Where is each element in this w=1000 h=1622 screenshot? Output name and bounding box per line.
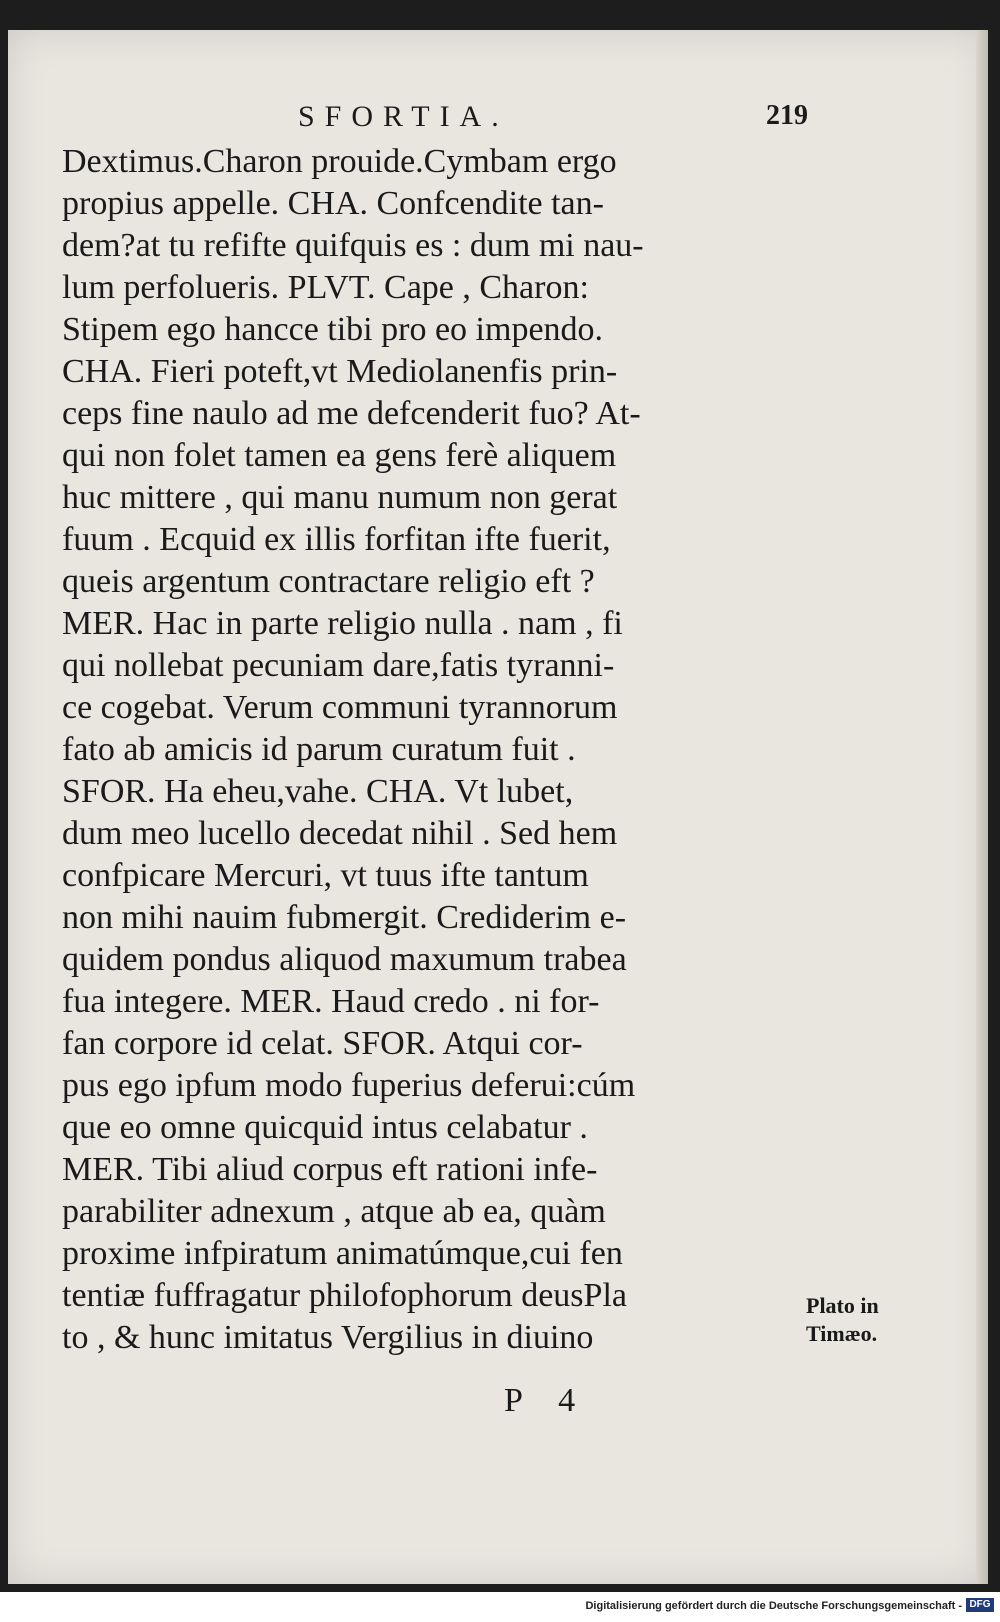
text-line: fan corpore id celat. SFOR. Atqui cor- [62, 1025, 583, 1062]
text-line: Stipem ego hancce tibi pro eo impendo. [62, 311, 604, 348]
page-number: 219 [766, 100, 808, 131]
text-line: SFOR. Ha eheu,vahe. CHA. Vt lubet, [62, 773, 574, 810]
text-line: ceps fine naulo ad me defcenderit fuo? At- [62, 395, 641, 432]
text-line: confpicare Mercuri, vt tuus ifte tantum [62, 857, 589, 894]
text-line: fato ab amicis id parum curatum fuit . [62, 731, 576, 768]
text-line: propius appelle. CHA. Confcendite tan- [62, 185, 604, 222]
text-line: quidem pondus aliquod maxumum trabea [62, 941, 627, 978]
running-head: SFORTIA. [298, 100, 509, 133]
text-line: fuum . Ecquid ex illis forfitan ifte fuerit, [62, 521, 611, 558]
footer-bar [0, 1592, 1000, 1622]
text-line: proxime infpiratum animatúmque,cui fen [62, 1235, 623, 1272]
dfg-logo: DFG [966, 1598, 994, 1612]
text-line: MER. Hac in parte religio nulla . nam , fi [62, 605, 623, 642]
marginal-line: Timæo. [806, 1321, 878, 1346]
signature-mark: P 4 [504, 1382, 590, 1419]
text-line: lum perfolueris. PLVT. Cape , Charon: [62, 269, 589, 306]
marginal-note [806, 1292, 879, 1348]
page-edge [976, 30, 988, 1584]
text-line: dum meo lucello decedat nihil . Sed hem [62, 815, 618, 852]
body-text [62, 141, 802, 1359]
text-line: ce cogebat. Verum communi tyrannorum [62, 689, 618, 726]
digitization-credit: Digitalisierung gefördert durch die Deutsche Forschungsgemeinschaft - [585, 1600, 962, 1612]
text-line: to , & hunc imitatus Vergilius in diuino [62, 1319, 594, 1356]
text-line: pus ego ipfum modo fuperius deferui:cúm [62, 1067, 636, 1104]
text-line: non mihi nauim fubmergit. Crediderim e- [62, 899, 627, 936]
marginal-line: Plato in [806, 1293, 879, 1318]
text-line: que eo omne quicquid intus celabatur . [62, 1109, 588, 1146]
text-line: fua integere. MER. Haud credo . ni for- [62, 983, 600, 1020]
text-line: MER. Tibi aliud corpus eft rationi infe- [62, 1151, 598, 1188]
text-line: tentiæ fuffragatur philofophorum deusPla [62, 1277, 627, 1314]
text-line: queis argentum contractare religio eft ? [62, 563, 595, 600]
text-line: qui nollebat pecuniam dare,fatis tyranni- [62, 647, 615, 684]
text-line: parabiliter adnexum , atque ab ea, quàm [62, 1193, 606, 1230]
text-line: dem?at tu refifte quifquis es : dum mi nau- [62, 227, 644, 264]
page-header [0, 100, 1000, 136]
text-line: huc mittere , qui manu numum non gerat [62, 479, 618, 516]
text-line: CHA. Fieri poteft,vt Mediolanenfis prin- [62, 353, 618, 390]
text-line: Dextimus.Charon prouide.Cymbam ergo [62, 143, 617, 180]
text-line: qui non folet tamen ea gens ferè aliquem [62, 437, 617, 474]
